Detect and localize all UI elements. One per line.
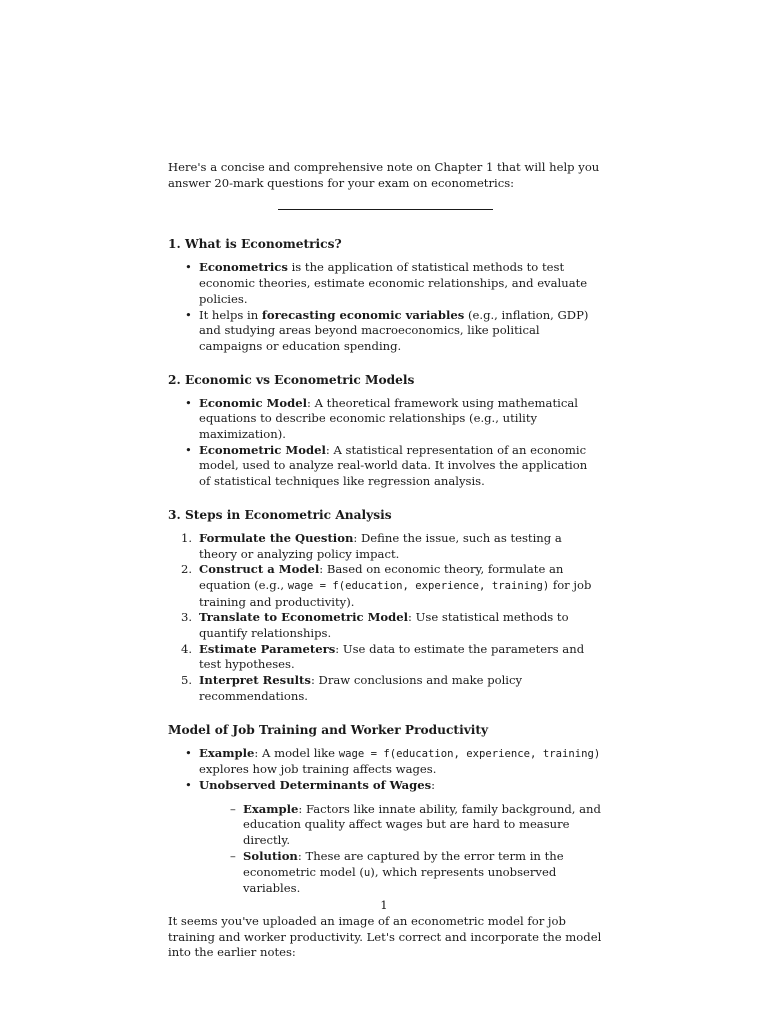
term: Formulate the Question [199, 530, 354, 545]
item-text: (e.g., inflation, GDP) and studying areas beyond macroeconomics, like political campaigns or education spending. [199, 307, 589, 353]
list-item [168, 746, 602, 778]
list-item [168, 673, 602, 704]
bullet-list [168, 260, 602, 354]
document-body [168, 160, 602, 961]
section-steps [168, 507, 602, 705]
list-item [168, 642, 602, 673]
item-text: : Use statistical methods to quantify relationships. [199, 610, 569, 641]
sub-list [199, 802, 602, 897]
item-text: : Define the issue, such as testing a theory or analyzing policy impact. [199, 530, 562, 561]
section-heading: 3. Steps in Econometric Analysis [168, 507, 392, 522]
section-what-is-econometrics [168, 236, 602, 354]
list-item [168, 610, 602, 641]
inline-code: u [363, 866, 371, 879]
bullet-marker: • [185, 777, 192, 792]
list-item [168, 260, 602, 307]
list-item [168, 396, 602, 443]
sub-list-item [199, 849, 602, 897]
term: Example [199, 745, 255, 760]
section-heading: Model of Job Training and Worker Productivity [168, 722, 489, 737]
term: Econometrics [199, 260, 288, 275]
section-job-training-model [168, 722, 602, 897]
term: Estimate Parameters [199, 641, 336, 656]
closing-paragraph: It seems you've uploaded an image of an econometric model for job training and worker productivity. Let's correct and incorporate the model into the earlier notes: [168, 913, 602, 960]
item-text: : A model like [254, 745, 339, 760]
numbered-list [168, 531, 602, 705]
item-text: ), which represents unobserved variables. [243, 864, 557, 896]
item-text: : A statistical representation of an economic model, used to analyze real-world data. It involves the application of statistical techniques like regression analysis. [199, 442, 588, 489]
bullet-marker: • [185, 395, 192, 410]
bullet-marker: • [185, 260, 192, 275]
list-item [168, 531, 602, 562]
bullet-marker: • [185, 745, 192, 760]
item-text: : Draw conclusions and make policy recommendations. [199, 673, 523, 703]
horizontal-rule [278, 209, 493, 210]
term: Solution [243, 848, 298, 863]
bullet-marker: • [185, 307, 192, 322]
section-economic-vs-econometric [168, 372, 602, 490]
term: Econometric Model [199, 442, 326, 457]
item-text: : These are captured by the error term in the econometric model ( [243, 848, 564, 879]
bullet-list [168, 746, 602, 897]
list-number: 1. [181, 530, 193, 545]
bullet-list [168, 396, 602, 490]
term: Unobserved Determinants of Wages [199, 777, 432, 792]
item-text: is the application of statistical methods to test economic theories, estimate economic relationships, and evaluate policies. [199, 260, 588, 306]
list-item [168, 443, 602, 490]
list-item [168, 778, 602, 897]
section-heading: 2. Economic vs Econometric Models [168, 372, 415, 387]
list-number: 5. [181, 673, 193, 688]
list-item [168, 308, 602, 355]
intro-paragraph: Here's a concise and comprehensive note on Chapter 1 that will help you answer 20-mark questions for your exam on econometrics: [168, 160, 600, 190]
bullet-marker: • [185, 442, 192, 457]
item-text: : Factors like innate ability, family background, and education quality affect wages but are hard to measure directly. [243, 801, 601, 848]
list-number: 3. [181, 610, 193, 625]
item-text: : Based on economic theory, formulate an equation (e.g., [199, 562, 564, 592]
page-number: 1 [380, 898, 388, 912]
list-number: 2. [181, 562, 193, 577]
term: Interpret Results [199, 673, 311, 688]
sub-list-item [199, 802, 602, 849]
term: Translate to Econometric Model [199, 610, 409, 625]
term: Example [243, 801, 299, 816]
term: Construct a Model [199, 562, 320, 577]
item-text: : [431, 777, 436, 792]
inline-code: wage = f(education, experience, training) [338, 747, 601, 760]
item-text: : A theoretical framework using mathematical equations to describe economic relationships (e.g., utility maximization). [199, 395, 578, 442]
inline-code: wage = f(education, experience, training) [287, 579, 550, 592]
list-item [168, 562, 602, 610]
term: forecasting economic variables [261, 307, 465, 322]
item-text: explores how job training affects wages. [199, 762, 437, 777]
item-text: for job training and productivity). [199, 577, 592, 609]
item-text: : Use data to estimate the parameters and test hypotheses. [199, 641, 585, 672]
dash-marker: – [230, 848, 236, 863]
list-number: 4. [181, 641, 193, 656]
section-heading: 1. What is Econometrics? [168, 237, 342, 252]
dash-marker: – [230, 801, 236, 816]
item-text: It helps in [199, 307, 262, 322]
term: Economic Model [199, 395, 308, 410]
